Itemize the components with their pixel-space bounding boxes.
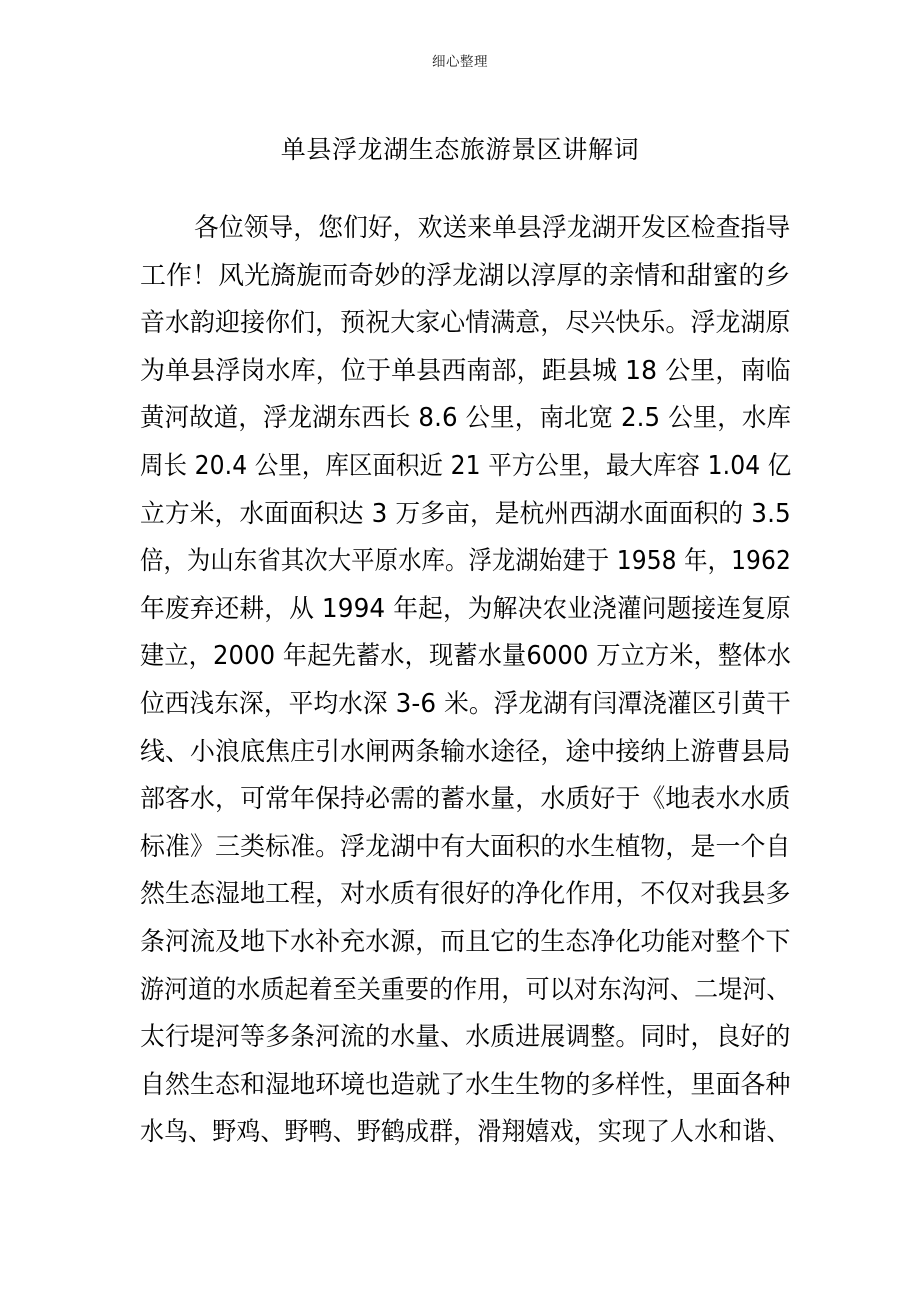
body-line: 位西浅东深，平均水深 3-6 米。浮龙湖有闫潭浇灌区引黄干 <box>140 688 791 719</box>
document-title: 单县浮龙湖生态旅游景区讲解词 <box>280 134 640 164</box>
body-line: 自然生态和湿地环境也造就了水生生物的多样性，里面各种 <box>140 1069 791 1100</box>
body-line: 游河道的水质起着至关重要的作用，可以对东沟河、二堤河、 <box>140 974 791 1005</box>
body-line: 条河流及地下水补充水源，而且它的生态净化功能对整个下 <box>140 926 791 957</box>
body-line: 水鸟、野鸡、野鸭、野鹤成群，滑翔嬉戏，实现了人水和谐、 <box>140 1117 791 1148</box>
body-line: 太行堤河等多条河流的水量、水质进展调整。同时，良好的 <box>140 1022 791 1053</box>
body-line: 年废弃还耕，从 1994 年起，为解决农业浇灌问题接连复原 <box>140 593 791 624</box>
body-line: 倍，为山东省其次大平原水库。浮龙湖始建于 1958 年，1962 <box>140 546 791 577</box>
body-line: 黄河故道，浮龙湖东西长 8.6 公里，南北宽 2.5 公里，水库 <box>140 403 792 434</box>
body-line: 部客水，可常年保持必需的蓄水量，水质好于《地表水水质 <box>140 784 791 815</box>
body-line: 立方米，水面面积达 3 万多亩，是杭州西湖水面面积的 3.5 <box>140 498 791 529</box>
body-line: 工作！风光旖旎而奇妙的浮龙湖以淳厚的亲情和甜蜜的乡 <box>140 260 791 291</box>
document-body <box>140 205 792 1157</box>
body-line: 建立，2000 年起先蓄水，现蓄水量6000 万立方米，整体水 <box>140 641 791 672</box>
page-running-header: 细心整理 <box>432 54 488 70</box>
body-line: 各位领导，您们好，欢送来单县浮龙湖开发区检查指导 <box>194 213 791 243</box>
body-line: 周长 20.4 公里，库区面积近 21 平方公里，最大库容 1.04 亿 <box>140 450 792 481</box>
body-line: 为单县浮岗水库，位于单县西南部，距县城 18 公里，南临 <box>140 355 791 386</box>
body-line: 标准》三类标准。浮龙湖中有大面积的水生植物，是一个自 <box>140 831 791 862</box>
body-line: 然生态湿地工程，对水质有很好的净化作用，不仅对我县多 <box>140 879 791 910</box>
body-line: 线、小浪底焦庄引水闸两条输水途径，途中接纳上游曹县局 <box>140 736 791 767</box>
body-line: 音水韵迎接你们，预祝大家心情满意，尽兴快乐。浮龙湖原 <box>140 308 791 339</box>
